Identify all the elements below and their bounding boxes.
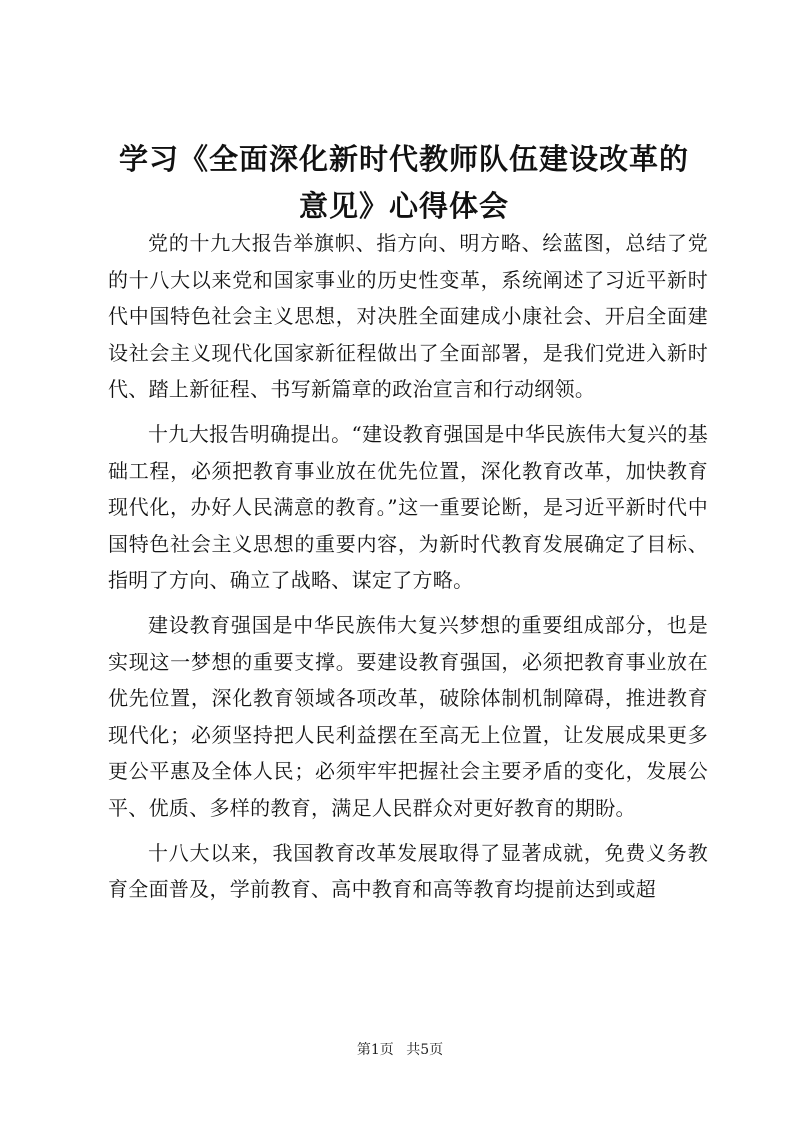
page-total: 共5页	[406, 1042, 444, 1058]
page-number: 第1页	[356, 1042, 394, 1058]
document-body	[108, 225, 708, 908]
document-title: 学习《全面深化新时代教师队伍建设改革的意见》心得体会	[118, 142, 689, 223]
paragraph-2: 十九大报告明确提出。“建设教育强国是中华民族伟大复兴的基础工程，必须把教育事业放在优先位置，深化教育改革，加快教育现代化，办好人民满意的教育。”这一重要论断，是习近平新时代中国特色社会主义思想的重要内容，为新时代教育发展确定了目标、指明了方向、确立了战略、谋定了方略。	[108, 421, 708, 593]
page-footer	[0, 1040, 800, 1060]
paragraph-1: 党的十九大报告举旗帜、指方向、明方略、绘蓝图，总结了党的十八大以来党和国家事业的历史性变革，系统阐述了习近平新时代中国特色社会主义思想，对决胜全面建成小康社会、开启全面建设社会主义现代化国家新征程做出了全面部署，是我们党进入新时代、踏上新征程、书写新篇章的政治宣言和行动纲领。	[108, 231, 708, 402]
paragraph-4: 十八大以来，我国教育改革发展取得了显著成就，免费义务教育全面普及，学前教育、高中教育和高等教育均提前达到或超	[108, 840, 708, 902]
paragraph-3: 建设教育强国是中华民族伟大复兴梦想的重要组成部分，也是实现这一梦想的重要支撑。要建设教育强国，必须把教育事业放在优先位置，深化教育领域各项改革，破除体制机制障碍，推进教育现代化；必须坚持把人民利益摆在至高无上位置，让发展成果更多更公平惠及全体人民；必须牢牢把握社会主要矛盾的变化，发展公平、优质、多样的教育，满足人民群众对更好教育的期盼。	[108, 612, 708, 820]
